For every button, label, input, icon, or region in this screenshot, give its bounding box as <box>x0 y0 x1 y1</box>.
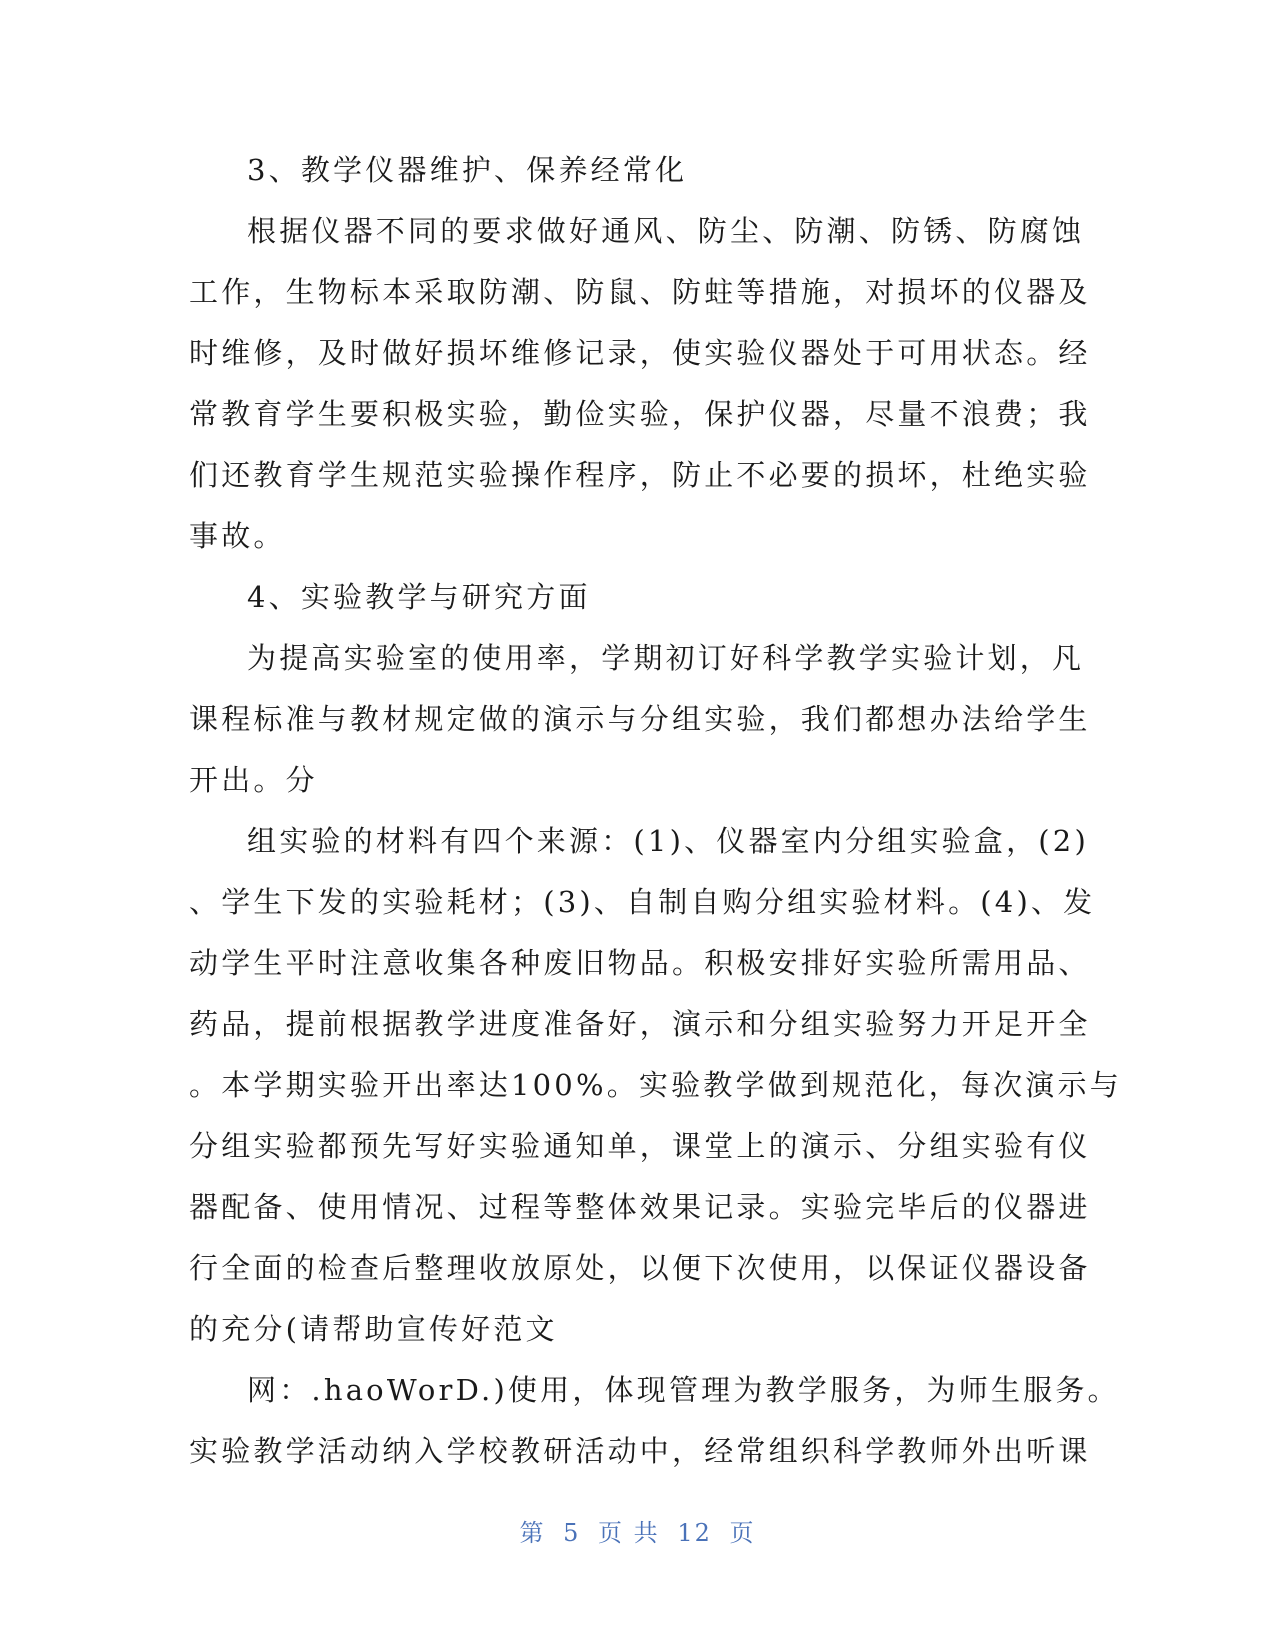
paragraph-line: 行全面的检查后整理收放原处，以便下次使用，以保证仪器设备 <box>189 1251 1091 1285</box>
paragraph-line: 时维修，及时做好损坏维修记录，使实验仪器处于可用状态。经 <box>189 336 1091 370</box>
paragraph-line: 为提高实验室的使用率，学期初订好科学教学实验计划，凡 <box>247 641 1085 675</box>
paragraph-line: 。本学期实验开出率达100%。实验教学做到规范化，每次演示与 <box>189 1068 1122 1102</box>
footer-total-pages: 12 <box>677 1519 712 1547</box>
paragraph-line: 开出。分 <box>189 763 318 797</box>
footer-prefix: 第 <box>519 1519 546 1547</box>
document-body <box>189 140 1122 1482</box>
paragraph-line: 组实验的材料有四个来源：(1)、仪器室内分组实验盒，(2) <box>247 824 1089 858</box>
footer-suffix: 页 <box>729 1519 756 1547</box>
paragraph-line: 分组实验都预先写好实验通知单，课堂上的演示、分组实验有仪 <box>189 1129 1091 1163</box>
paragraph-line: 根据仪器不同的要求做好通风、防尘、防潮、防锈、防腐蚀 <box>247 214 1085 248</box>
paragraph-line: 网：.haoWorD.)使用，体现管理为教学服务，为师生服务。 <box>247 1373 1120 1407</box>
section-heading-3: 3、教学仪器维护、保养经常化 <box>247 153 688 187</box>
paragraph-line: 药品，提前根据教学进度准备好，演示和分组实验努力开足开全 <box>189 1007 1091 1041</box>
paragraph-line: 实验教学活动纳入学校教研活动中，经常组织科学教师外出听课 <box>189 1434 1091 1468</box>
paragraph-line: 动学生平时注意收集各种废旧物品。积极安排好实验所需用品、 <box>189 946 1091 980</box>
paragraph-line: 课程标准与教材规定做的演示与分组实验，我们都想办法给学生 <box>189 702 1091 736</box>
paragraph-line: 常教育学生要积极实验，勤俭实验，保护仪器，尽量不浪费；我 <box>189 397 1091 431</box>
paragraph-line: 事故。 <box>189 519 286 553</box>
footer-middle: 页 共 <box>598 1519 660 1547</box>
page-footer <box>0 1513 1275 1548</box>
footer-current-page: 5 <box>563 1519 581 1547</box>
paragraph-line: 器配备、使用情况、过程等整体效果记录。实验完毕后的仪器进 <box>189 1190 1091 1224</box>
section-heading-4: 4、实验教学与研究方面 <box>247 580 591 614</box>
paragraph-line: 工作，生物标本采取防潮、防鼠、防蛀等措施，对损坏的仪器及 <box>189 275 1091 309</box>
paragraph-line: 、学生下发的实验耗材；(3)、自制自购分组实验材料。(4)、发 <box>189 885 1096 919</box>
paragraph-line: 的充分(请帮助宣传好范文 <box>189 1312 558 1346</box>
paragraph-line: 们还教育学生规范实验操作程序，防止不必要的损坏，杜绝实验 <box>189 458 1091 492</box>
